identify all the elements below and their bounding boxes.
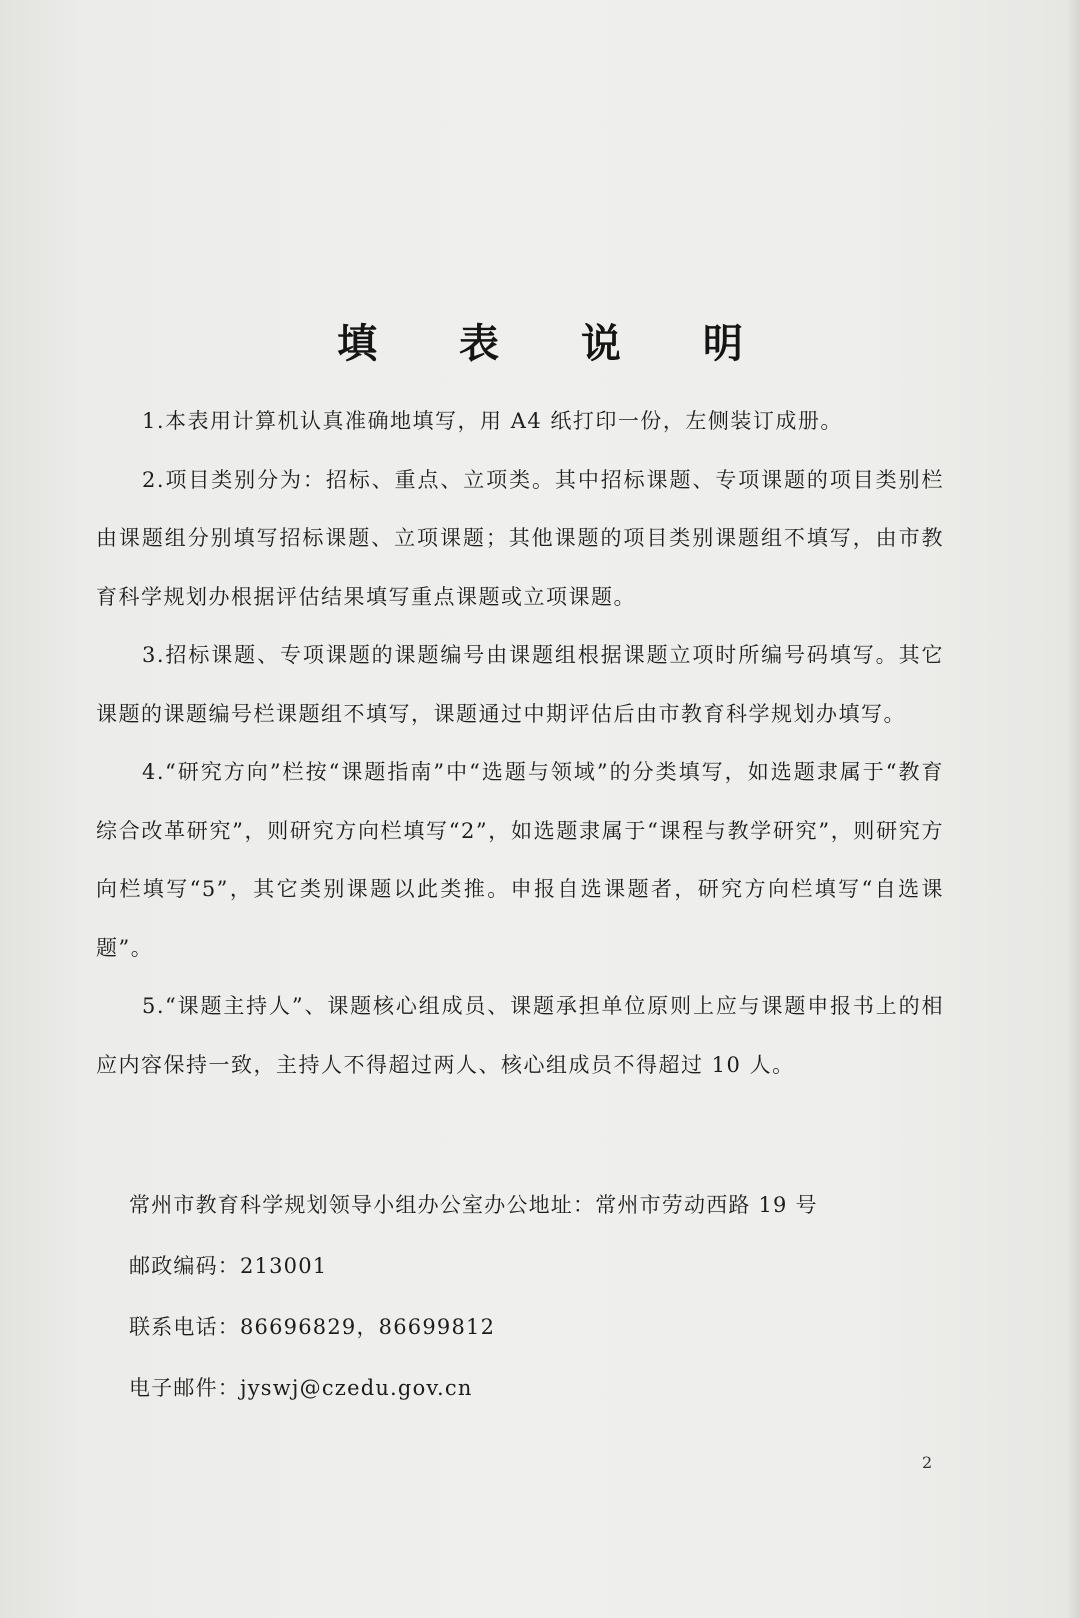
contact-info: [129, 1190, 929, 1434]
instructions-list: [96, 392, 944, 1094]
page-number: 2: [922, 1453, 933, 1472]
instruction-item-2: 2.项目类别分为：招标、重点、立项类。其中招标课题、专项课题的项目类别栏由课题组分别填写招标课题、立项课题；其他课题的项目类别课题组不填写，由市教育科学规划办根据评估结果填写重点课题或立项课题。: [96, 467, 944, 609]
email-address: 电子邮件：jyswj@czedu.gov.cn: [129, 1376, 473, 1400]
postcode: 邮政编码：213001: [129, 1254, 328, 1278]
office-address: 常州市教育科学规划领导小组办公室办公地址：常州市劳动西路 19 号: [129, 1193, 818, 1217]
instruction-item-3: 3.招标课题、专项课题的课题编号由课题组根据课题立项时所编号码填写。其它课题的课题编号栏课题组不填写，课题通过中期评估后由市教育科学规划办填写。: [96, 643, 944, 726]
page-edge-shadow: [1066, 0, 1080, 1618]
instruction-item-1: 1.本表用计算机认真准确地填写，用 A4 纸打印一份，左侧装订成册。: [142, 409, 843, 433]
instruction-item-5: 5.“课题主持人”、课题核心组成员、课题承担单位原则上应与课题申报书上的相应内容保持一致，主持人不得超过两人、核心组成员不得超过 10 人。: [96, 994, 944, 1077]
phone-numbers: 联系电话：86696829，86699812: [129, 1315, 496, 1339]
instruction-item-4: 4.“研究方向”栏按“课题指南”中“选题与领域”的分类填写，如选题隶属于“教育综合改革研究”，则研究方向栏填写“2”，如选题隶属于“课程与教学研究”，则研究方向栏填写“5”，其它类别课题以此类推。申报自选课题者，研究方向栏填写“自选课题”。: [96, 760, 944, 960]
page-title: 填 表 说 明: [337, 320, 777, 367]
